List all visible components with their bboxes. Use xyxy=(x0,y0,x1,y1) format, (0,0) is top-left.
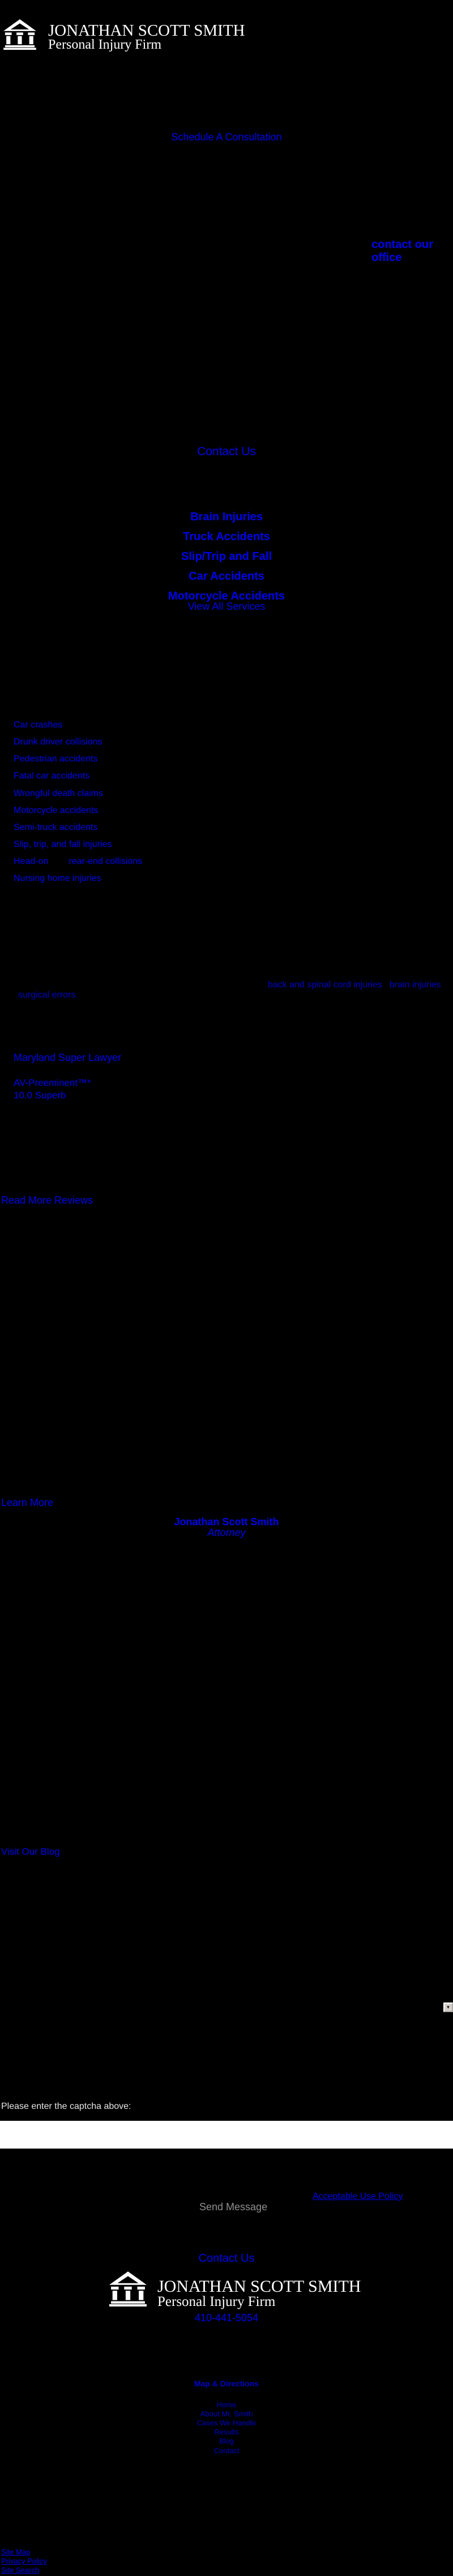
acceptable-use-policy-link[interactable]: Acceptable Use Policy xyxy=(313,2192,403,2201)
case-link-head-on[interactable]: Head-on xyxy=(14,857,49,866)
courthouse-icon xyxy=(109,2271,147,2307)
visit-blog-link[interactable]: Visit Our Blog xyxy=(1,1846,60,1857)
footer-phone-link[interactable]: 410-441-5054 xyxy=(194,2312,259,2323)
case-row-collisions xyxy=(14,857,142,867)
service-link-brain-injuries[interactable]: Brain Injuries xyxy=(190,511,263,523)
case-link-pedestrian[interactable]: Pedestrian accidents xyxy=(14,754,98,764)
contact-us-link[interactable]: Contact Us xyxy=(197,445,256,458)
header-brand-link[interactable] xyxy=(3,19,36,50)
case-link-motorcycle[interactable]: Motorcycle accidents xyxy=(14,806,99,815)
courthouse-icon xyxy=(3,19,36,50)
case-link-rear-end[interactable]: rear-end collisions xyxy=(69,857,143,866)
footer-brand-tagline: Personal Injury Firm xyxy=(157,2294,276,2309)
footer-nav-home[interactable]: Home xyxy=(216,2400,237,2409)
arrow-down-icon: ▼ xyxy=(446,2005,451,2010)
site-search-link[interactable]: Site Search xyxy=(1,2566,40,2574)
footer-nav-cases[interactable]: Cases We Handle xyxy=(196,2419,257,2427)
footer-nav-blog[interactable]: Blog xyxy=(219,2437,234,2445)
case-link-slip-trip-fall-injuries[interactable]: Slip, trip, and fall injuries xyxy=(14,840,112,849)
service-link-slip-trip-fall[interactable]: Slip/Trip and Fall xyxy=(181,550,272,563)
case-link-fatal-car[interactable]: Fatal car accidents xyxy=(14,771,90,781)
injury-link-surgical-errors[interactable]: surgical errors xyxy=(18,990,76,1000)
footer-contact-us-link[interactable]: Contact Us xyxy=(198,2252,255,2265)
case-link-car-crashes[interactable]: Car crashes xyxy=(14,720,63,730)
footer-nav-about[interactable]: About Mr. Smith xyxy=(200,2410,253,2418)
map-directions-link[interactable]: Map & Directions xyxy=(194,2379,259,2388)
sitemap-link[interactable]: Site Map xyxy=(1,2548,31,2556)
learn-more-link[interactable]: Learn More xyxy=(1,1497,54,1508)
case-link-drunk-driver[interactable]: Drunk driver collisions xyxy=(14,737,102,747)
attorney-title-link[interactable]: Attorney xyxy=(207,1527,246,1538)
footer-brand-link[interactable] xyxy=(109,2271,147,2307)
header-brand-tagline: Personal Injury Firm xyxy=(48,37,161,52)
send-message-button[interactable]: Send Message xyxy=(199,2201,268,2213)
av-preeminent-link[interactable]: AV-Preeminent™* xyxy=(14,1077,91,1088)
privacy-policy-link[interactable]: Privacy Policy xyxy=(1,2557,47,2565)
injury-link-back-spinal[interactable]: back and spinal cord injuries xyxy=(268,980,382,990)
footer-nav-contact[interactable]: Contact xyxy=(213,2446,240,2455)
scrollbar-down-button[interactable] xyxy=(443,2002,453,2012)
service-link-car-accidents[interactable]: Car Accidents xyxy=(189,570,264,583)
case-link-nursing-home[interactable]: Nursing home injuries xyxy=(14,874,101,883)
captcha-input-area[interactable] xyxy=(0,2121,453,2149)
contact-office-link[interactable]: contact our office xyxy=(371,238,433,264)
service-link-motorcycle-accidents[interactable]: Motorcycle Accidents xyxy=(168,590,285,602)
captcha-label: Please enter the captcha above: xyxy=(1,2102,131,2111)
injury-link-brain[interactable]: brain injuries xyxy=(390,980,441,990)
avvo-rating-link[interactable]: 10.0 Superb xyxy=(14,1090,66,1101)
footer-brand-name: JONATHAN SCOTT SMITH xyxy=(157,2277,361,2296)
service-link-truck-accidents[interactable]: Truck Accidents xyxy=(183,530,270,543)
read-more-reviews-link[interactable]: Read More Reviews xyxy=(1,1195,93,1206)
footer-nav-results[interactable]: Results xyxy=(214,2428,239,2436)
super-lawyer-link[interactable]: Maryland Super Lawyer xyxy=(14,1052,122,1063)
attorney-name-link[interactable]: Jonathan Scott Smith xyxy=(174,1516,279,1527)
schedule-consultation-link[interactable]: Schedule A Consultation xyxy=(171,131,282,143)
case-link-semi-truck[interactable]: Semi-truck accidents xyxy=(14,823,98,832)
header-brand-name: JONATHAN SCOTT SMITH xyxy=(48,22,245,40)
view-all-services-link[interactable]: View All Services xyxy=(187,601,266,612)
case-link-wrongful-death[interactable]: Wrongful death claims xyxy=(14,789,103,798)
